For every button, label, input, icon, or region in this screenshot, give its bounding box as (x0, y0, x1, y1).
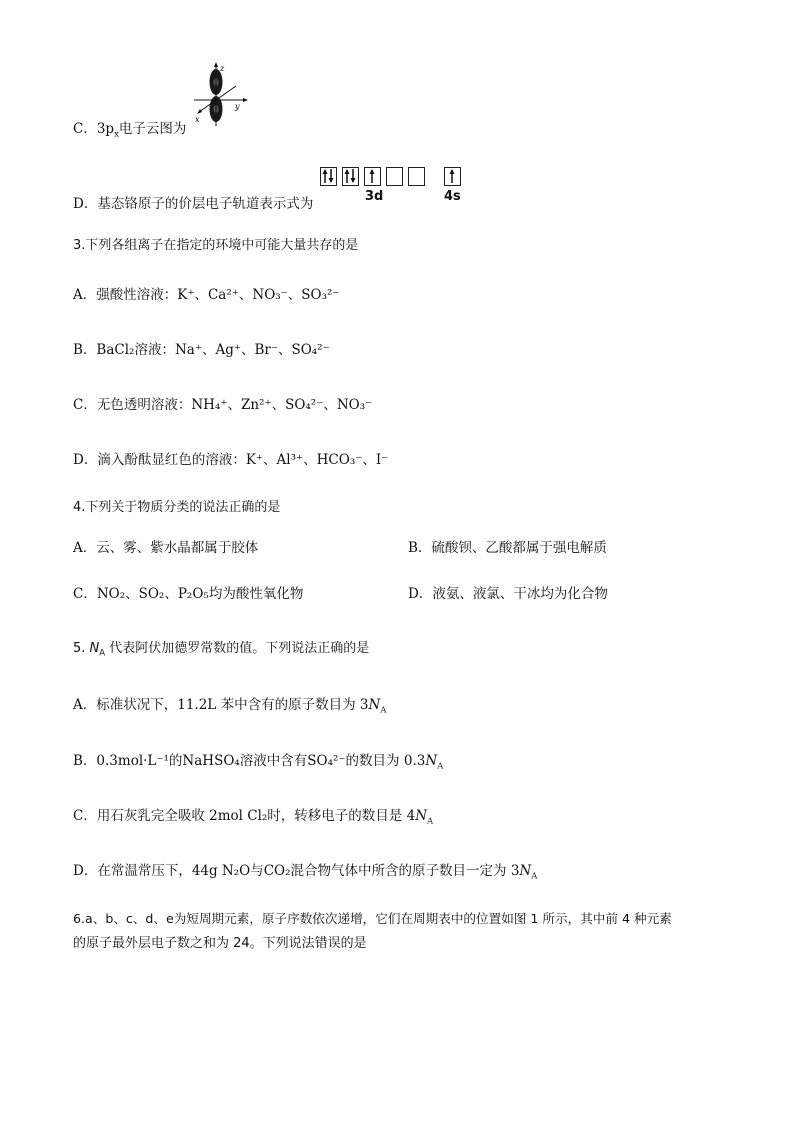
orbital-4s-1 (444, 167, 461, 186)
q3-option-a: A．强酸性溶液：K⁺、Ca²⁺、NO₃⁻、SO₃²⁻ (73, 287, 340, 303)
axis-y-label: y (235, 102, 240, 111)
orbital-3d-2 (342, 167, 359, 186)
q3-stem: 3.下列各组离子在指定的环境中可能大量共存的是 (73, 238, 359, 253)
option-c-orbital: C．$3p_x$电子云图为 (73, 121, 187, 140)
q6-stem-line2: 的原子最外层电子数之和为 24。下列说法错误的是 (73, 936, 367, 951)
axis-x-label: x (195, 115, 200, 124)
q4-stem: 4.下列关于物质分类的说法正确的是 (73, 500, 281, 515)
q3-option-c: C．无色透明溶液：NH₄⁺、Zn²⁺、SO₄²⁻、NO₃⁻ (73, 397, 373, 413)
q5-option-a: A．标准状况下，11.2L 苯中含有的原子数目为 $3N_A$ (73, 697, 387, 716)
q5-stem: 5. $N_A$ 代表阿伏加德罗常数的值。下列说法正确的是 (73, 641, 370, 659)
q4-option-b: B．硫酸钡、乙酸都属于强电解质 (408, 540, 607, 556)
orbital-3d-1 (320, 167, 337, 186)
q6-stem-line1: 6.a、b、c、d、e为短周期元素，原子序数依次递增，它们在周期表中的位置如图 1 所示，其中前 4 种元素 (73, 911, 672, 926)
orbital-diagram-3d (320, 167, 430, 186)
option-d-orbital: D．基态铬原子的价层电子轨道表示式为 (73, 196, 314, 212)
q5-option-d: D．在常温常压下，44g N₂O与CO₂混合物气体中所含的原子数目一定为 $3N_A$ (73, 863, 538, 882)
orbital-diagram-4s (444, 167, 463, 186)
orbital-3d-4 (386, 167, 403, 186)
q4-option-a: A．云、雾、紫水晶都属于胶体 (73, 540, 259, 556)
q5-option-b: B．0.3mol·L⁻¹的NaHSO₄溶液中含有SO₄²⁻的数目为 $0.3N_A$ (73, 753, 444, 772)
q5-option-c: C．用石灰乳完全吸收 2mol Cl₂时，转移电子的数目是 $4N_A$ (73, 808, 434, 827)
q3-option-b: B．BaCl₂溶液：Na⁺、Ag⁺、Br⁻、SO₄²⁻ (73, 342, 330, 358)
label-4s: 4s (444, 189, 461, 204)
q4-option-c: C．NO₂、SO₂、P₂O₅均为酸性氧化物 (73, 586, 304, 602)
label-3d: 3d (365, 189, 384, 204)
q4-option-d: D．液氨、液氯、干冰均为化合物 (408, 586, 608, 602)
p-orbital-figure (191, 62, 249, 130)
orbital-3d-3 (364, 167, 381, 186)
q3-option-d: D．滴入酚酞显红色的溶液：K⁺、Al³⁺、HCO₃⁻、I⁻ (73, 452, 389, 468)
axis-z-label: z (220, 64, 225, 73)
orbital-3d-5 (408, 167, 425, 186)
